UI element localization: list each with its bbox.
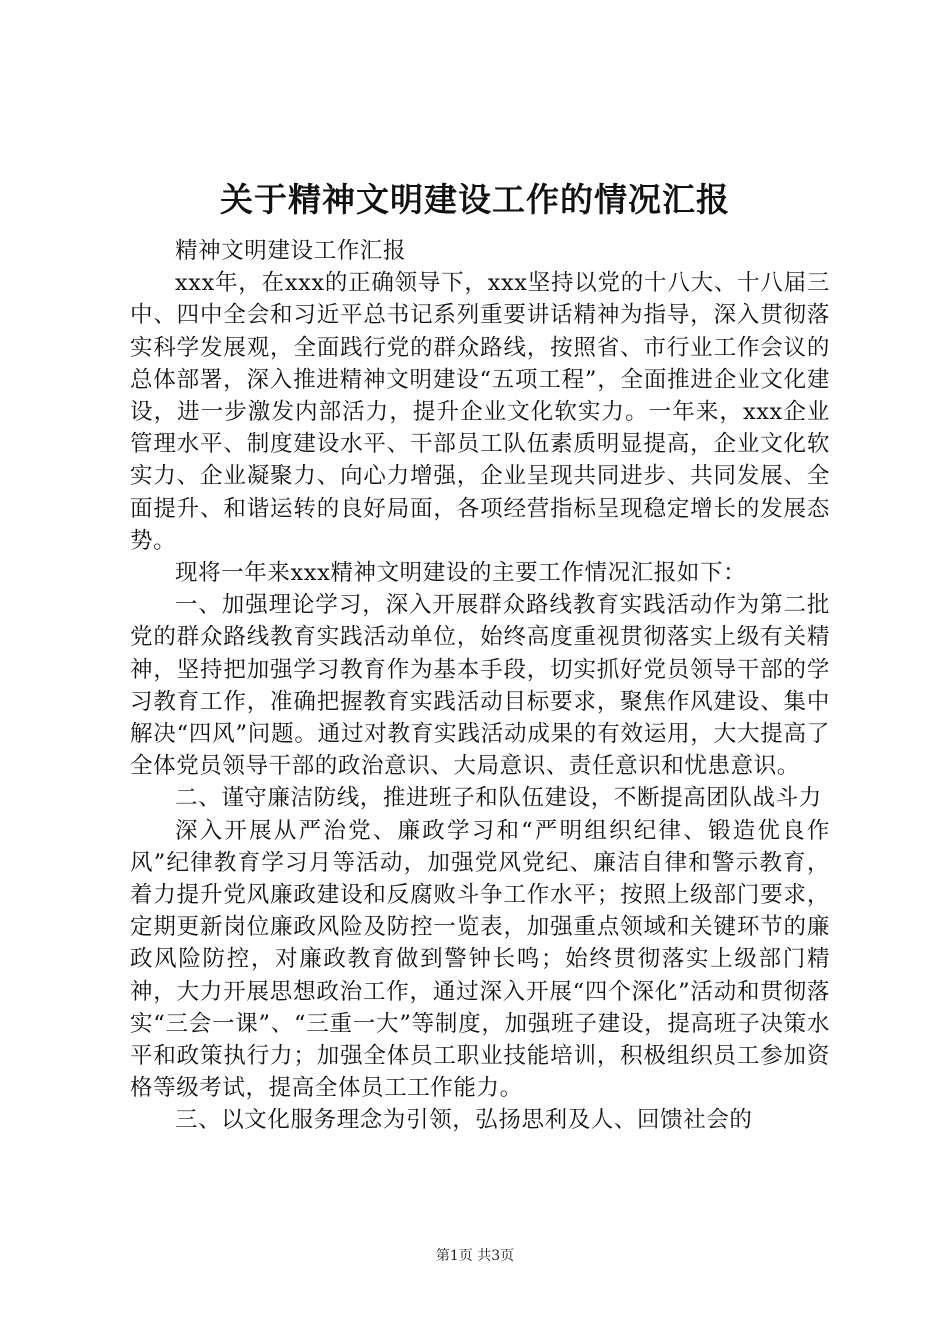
page-footer: 第1页 共3页 bbox=[435, 1248, 515, 1264]
paragraph-section-2-body: 深入开展从严治党、廉政学习和“严明组织纪律、锻造优良作风”纪律教育学习月等活动，加强党风党纪、廉洁自律和警示教育，着力提升党风廉政建设和反腐败斗争工作水平；按照上级部门要求，定期更新岗位廉政风险及防控一览表，加强重点领域和关键环节的廉政风险防控，对廉政教育做到警钟长鸣；始终贯彻落实上级部门精神，大力开展思想政治工作，通过深入开展“四个深化”活动和贯彻落实“三会一课”、“三重一大”等制度，加强班子建设，提高班子决策水平和政策执行力；加强全体员工职业技能培训，积极组织员工参加资格等级考试，提高全体员工工作能力。 bbox=[130, 817, 830, 1102]
document-title: 关于精神文明建设工作的情况汇报 bbox=[220, 180, 730, 219]
paragraph-subtitle: 精神文明建设工作汇报 bbox=[175, 238, 407, 264]
paragraph-section-3-heading: 三、以文化服务理念为引领，弘扬思利及人、回馈社会的 bbox=[175, 1107, 753, 1134]
paragraph-intro: xxx年，在xxx的正确领导下，xxx坚持以党的十八大、十八届三中、四中全会和习近平总书记系列重要讲话精神为指导，深入贯彻落实科学发展观，全面践行党的群众路线，按照省、市行业工作会议的总体部署，深入推进精神文明建设“五项工程”，全面推进企业文化建设，进一步激发内部活力，提升企业文化软实力。一年来，xxx企业管理水平、制度建设水平、干部员工队伍素质明显提高，企业文化软实力、企业凝聚力、向心力增强，企业呈现共同进步、共同发展、全面提升、和谐运转的良好局面，各项经营指标呈现稳定增长的发展态势。 bbox=[130, 270, 830, 554]
paragraph-summary-lead: 现将一年来xxx精神文明建设的主要工作情况汇报如下： bbox=[175, 560, 747, 587]
paragraph-section-1: 一、加强理论学习，深入开展群众路线教育实践活动作为第二批党的群众路线教育实践活动单位，始终高度重视贯彻落实上级有关精神，坚持把加强学习教育作为基本手段，切实抓好党员领导干部的学习教育工作，准确把握教育实践活动目标要求，聚焦作风建设、集中解决“四风”问题。通过对教育实践活动成果的有效运用，大大提高了全体党员领导干部的政治意识、大局意识、责任意识和忧患意识。 bbox=[130, 592, 830, 780]
paragraph-section-2-heading: 二、谨守廉洁防线，推进班子和队伍建设，不断提高团队战斗力 bbox=[175, 785, 822, 812]
document-body bbox=[130, 235, 830, 1137]
